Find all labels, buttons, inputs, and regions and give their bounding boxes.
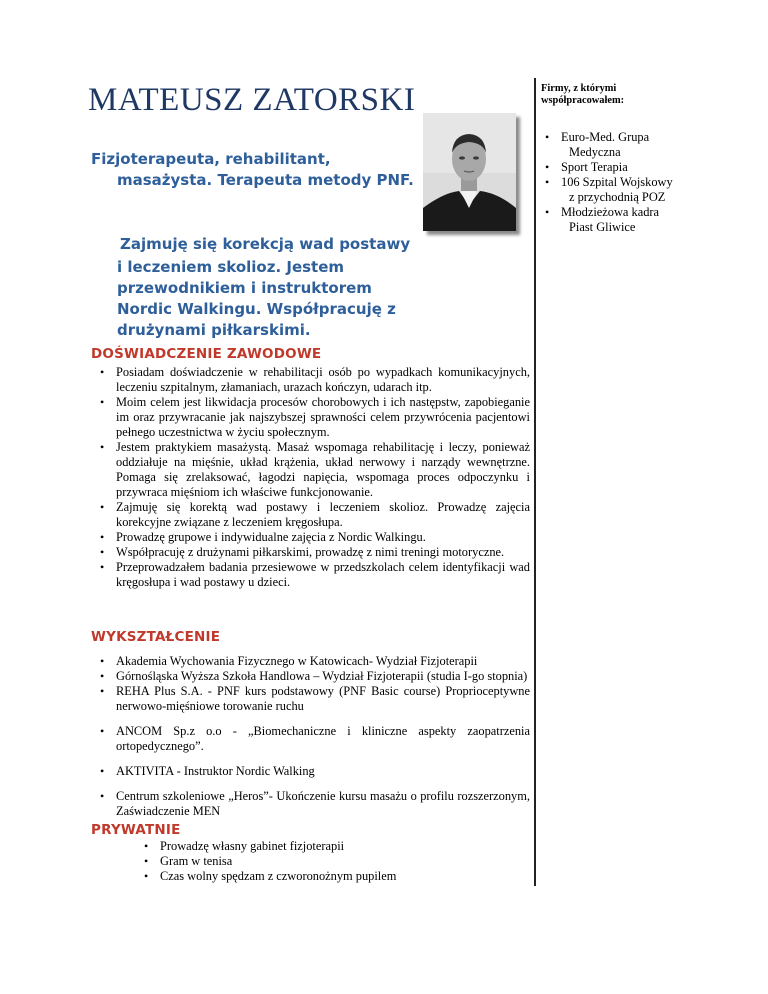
sidebar-title: Firmy, z którymi współpracowałem: — [541, 83, 625, 106]
list-item: • ANCOM Sp.z o.o - „Biomechaniczne i kliniczne aspekty zaopatrzenia ortopedycznego”. — [116, 724, 530, 754]
page-title: MATEUSZ ZATORSKI — [88, 82, 416, 118]
list-item: • Centrum szkoleniowe „Heros”- Ukończenie kursu masażu o profilu rozszerzonym, Zaświadczenie MEN — [116, 789, 530, 819]
list-item: • Posiadam doświadczenie w rehabilitacji osób po wypadkach komunikacyjnych, leczeniu szpitalnym, złamaniach, urazach kończyn, udarach itp. — [116, 365, 530, 395]
education-list — [116, 654, 530, 819]
list-item: • Prowadzę grupowe i indywidualne zajęcia z Nordic Walkingu. — [116, 530, 530, 545]
sidebar-item — [561, 205, 701, 235]
list-item: • Moim celem jest likwidacja procesów chorobowych i ich następstw, zapobieganie im oraz przywracanie jak najszybszej sprawności celem przywrócenia pacjentowi pełnego uczestnictwa w życiu społecznym. — [116, 395, 530, 440]
headline-line-2: masażysta. Terapeuta metody PNF. — [117, 171, 414, 189]
portrait-image — [423, 113, 516, 231]
list-item: • Górnośląska Wyższa Szkoła Handlowa – Wydział Fizjoterapii (studia I-go stopnia) — [116, 669, 530, 684]
list-item: • Zajmuję się korektą wad postawy i leczeniem skolioz. Prowadzę zajęcia korekcyjne związane z leczeniem kręgosłupa. — [116, 500, 530, 530]
sidebar-item-line: Młodzieżowa kadra — [561, 205, 660, 219]
list-item: • Gram w tenisa — [160, 854, 520, 869]
list-item: • Czas wolny spędzam z czworonożnym pupilem — [160, 869, 520, 884]
list-item: • Prowadzę własny gabinet fizjoterapii — [160, 839, 520, 854]
headline-line-1: Fizjoterapeuta, rehabilitant, — [91, 150, 331, 168]
sidebar-item-line: 106 Szpital Wojskowy — [561, 175, 673, 189]
list-item: • AKTIVITA - Instruktor Nordic Walking — [116, 764, 530, 779]
sidebar-item — [561, 130, 701, 160]
sidebar-list — [561, 130, 701, 235]
sidebar-item-line: Medyczna — [569, 145, 621, 159]
sidebar-item-line: Piast Gliwice — [569, 220, 636, 234]
sidebar-item-line: z przychodnią POZ — [569, 190, 666, 204]
list-item: • REHA Plus S.A. - PNF kurs podstawowy (PNF Basic course) Proprioceptywne nerwowo-mięśniowe torowanie ruchu — [116, 684, 530, 714]
list-item: • Jestem praktykiem masażystą. Masaż wspomaga rehabilitację i leczy, ponieważ oddziałuje na mięśnie, układ krążenia, układ nerwowy i narządy wewnętrzne. Pomaga się zrelaksować, łagodzi napięcia, wspomaga proces odpoczynku i przywraca mięśniom ich właściwe funkcjonowanie. — [116, 440, 530, 500]
sidebar-item-line: Sport Terapia — [561, 160, 628, 174]
private-title: PRYWATNIE — [91, 822, 181, 838]
column-divider — [534, 78, 536, 886]
private-list — [160, 839, 520, 884]
list-item: • Współpracuję z drużynami piłkarskimi, prowadzę z nimi treningi motoryczne. — [116, 545, 530, 560]
headline-line-3: Zajmuję się korekcją wad postawy — [120, 235, 411, 253]
sidebar-item-line: Euro-Med. Grupa — [561, 130, 650, 144]
sidebar-item — [561, 160, 701, 175]
sidebar-item — [561, 175, 701, 205]
list-item: • Przeprowadzałem badania przesiewowe w przedszkolach celem identyfikacji wad kręgosłupa i wad postawy u dzieci. — [116, 560, 530, 590]
education-title: WYKSZTAŁCENIE — [91, 629, 221, 645]
headline — [91, 149, 421, 191]
profile-photo — [423, 113, 516, 231]
list-item: • Akademia Wychowania Fizycznego w Katowicach- Wydział Fizjoterapii — [116, 654, 530, 669]
experience-list — [116, 365, 530, 590]
headline-paragraph: i leczeniem skolioz. Jestem przewodnikiem i instruktorem Nordic Walkingu. Współpracuję z drużynami piłkarskimi. — [117, 258, 396, 339]
experience-title: DOŚWIADCZENIE ZAWODOWE — [91, 346, 322, 362]
